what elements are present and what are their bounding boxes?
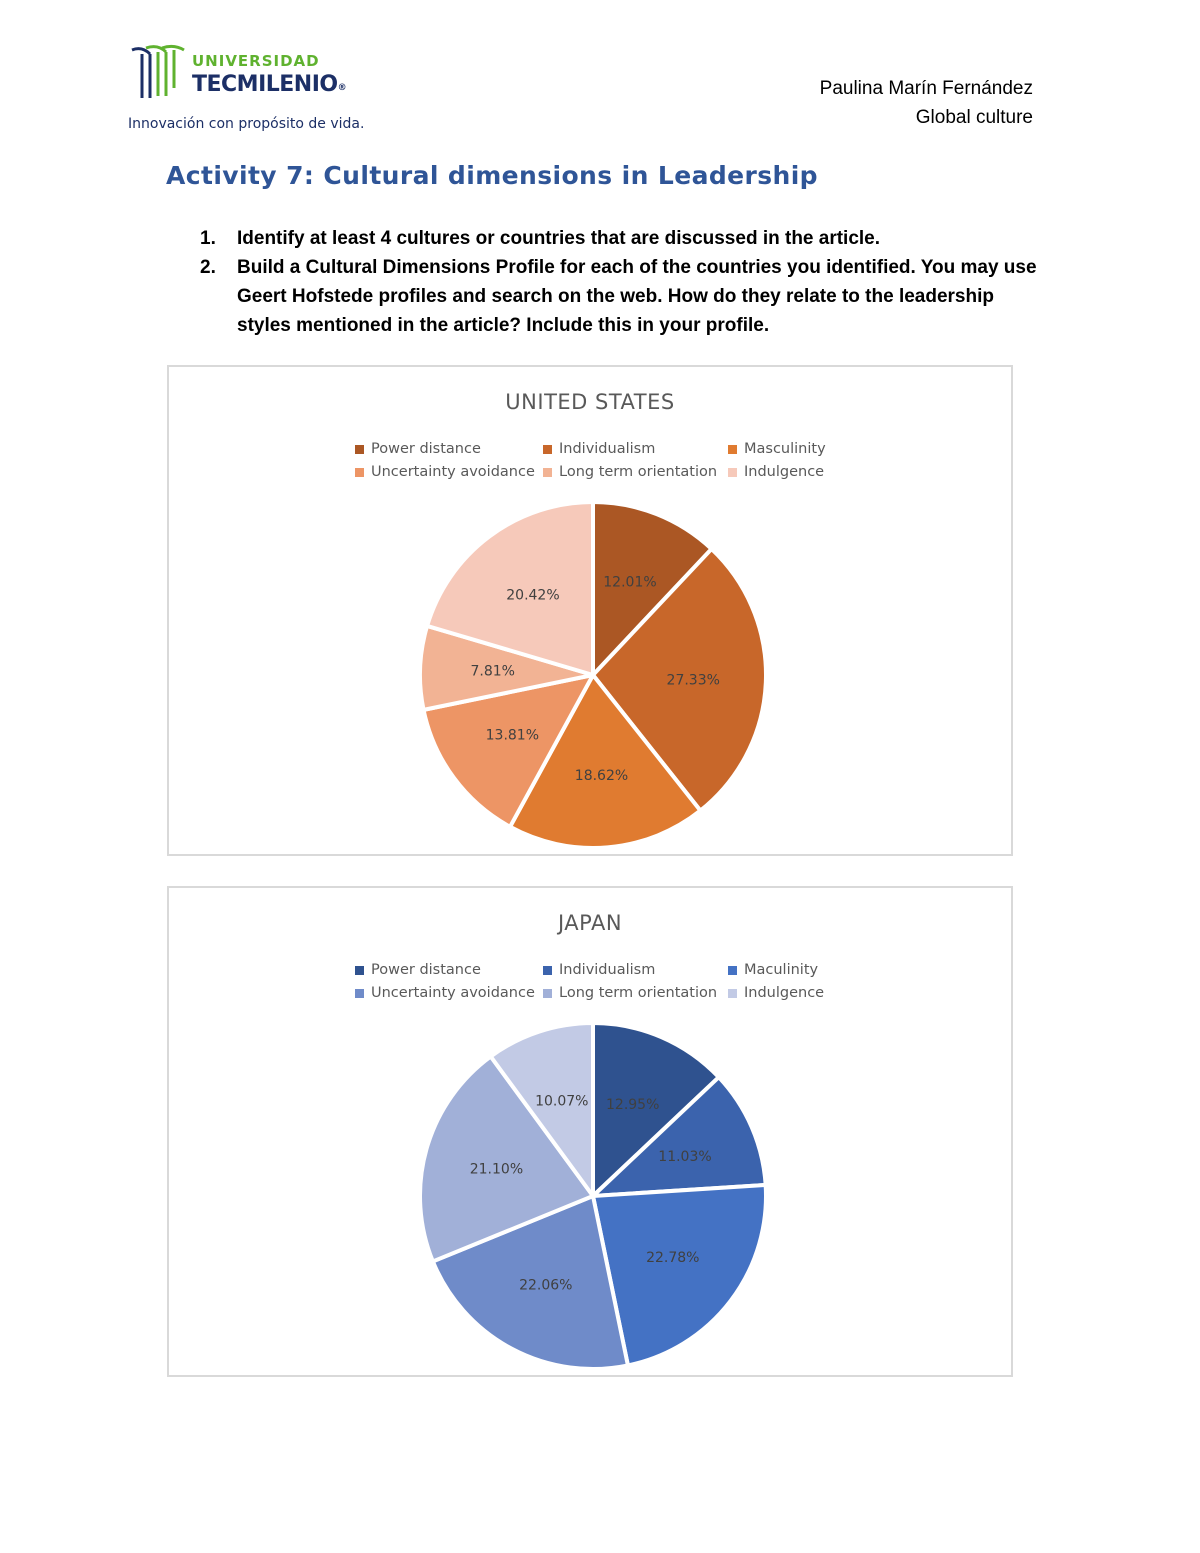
logo-brand-text: TECMILENIO®: [192, 72, 347, 97]
instruction-text: Identify at least 4 cultures or countries that are discussed in the article.: [237, 228, 881, 249]
instruction-text: Build a Cultural Dimensions Profile for each of the countries you identified. You may use Geert Hofstede profiles and search on the web. How do they relate to the leadership styles mentioned in the article? Include this in your profile.: [237, 257, 1037, 336]
data-label-individualism: 27.33%: [666, 672, 720, 689]
header-info: [820, 74, 1033, 132]
legend-label: Individualism: [559, 441, 656, 457]
legend-label: Long term orientation: [559, 985, 718, 1001]
pie-plot: [169, 888, 1011, 1375]
data-label-uncertainty-avoidance: 13.81%: [485, 727, 540, 744]
pie-chart-united-states: [167, 365, 1013, 856]
data-label-indulgence: 20.42%: [506, 587, 560, 604]
course-name: Global culture: [915, 107, 1033, 128]
author-name: Paulina Marín Fernández: [819, 78, 1033, 99]
data-label-indulgence: 10.07%: [535, 1093, 589, 1110]
legend-label: Uncertainty avoidance: [371, 985, 535, 1001]
legend-label: Uncertainty avoidance: [371, 464, 535, 480]
legend-label: Indulgence: [744, 464, 825, 480]
data-label-power-distance: 12.01%: [603, 574, 657, 591]
legend-label: Maculinity: [744, 962, 819, 978]
pie-chart-japan: [167, 886, 1013, 1377]
data-label-maculinity: 22.78%: [646, 1249, 700, 1266]
data-label-individualism: 11.03%: [658, 1148, 712, 1165]
chart-title: UNITED STATES: [505, 390, 675, 414]
legend-label: Long term orientation: [559, 464, 718, 480]
university-logo: [128, 44, 388, 139]
legend-label: Individualism: [559, 962, 656, 978]
data-label-power-distance: 12.95%: [606, 1096, 660, 1113]
data-label-long-term-orientation: 7.81%: [470, 663, 515, 680]
pie-plot: [169, 367, 1011, 854]
data-label-long-term-orientation: 21.10%: [469, 1161, 524, 1178]
data-label-masculinity: 18.62%: [574, 767, 629, 784]
data-label-uncertainty-avoidance: 22.06%: [519, 1277, 573, 1294]
instruction-number: 1.: [200, 228, 216, 249]
logo-tagline: Innovación con propósito de vida.: [128, 116, 365, 132]
logo-university-text: UNIVERSIDAD: [192, 52, 320, 70]
instruction-list: [200, 224, 1040, 340]
page-title: Activity 7: Cultural dimensions in Leadership: [166, 161, 818, 190]
registered-mark: ®: [337, 83, 347, 93]
instruction-item: [200, 253, 1040, 340]
legend-label: Indulgence: [744, 985, 825, 1001]
legend-label: Power distance: [371, 441, 481, 457]
tecmilenio-emblem-icon: [128, 44, 190, 104]
instruction-item: [200, 224, 1040, 253]
legend-label: Masculinity: [744, 441, 826, 457]
legend-label: Power distance: [371, 962, 481, 978]
instruction-number: 2.: [200, 257, 216, 278]
chart-title: JAPAN: [557, 911, 623, 935]
